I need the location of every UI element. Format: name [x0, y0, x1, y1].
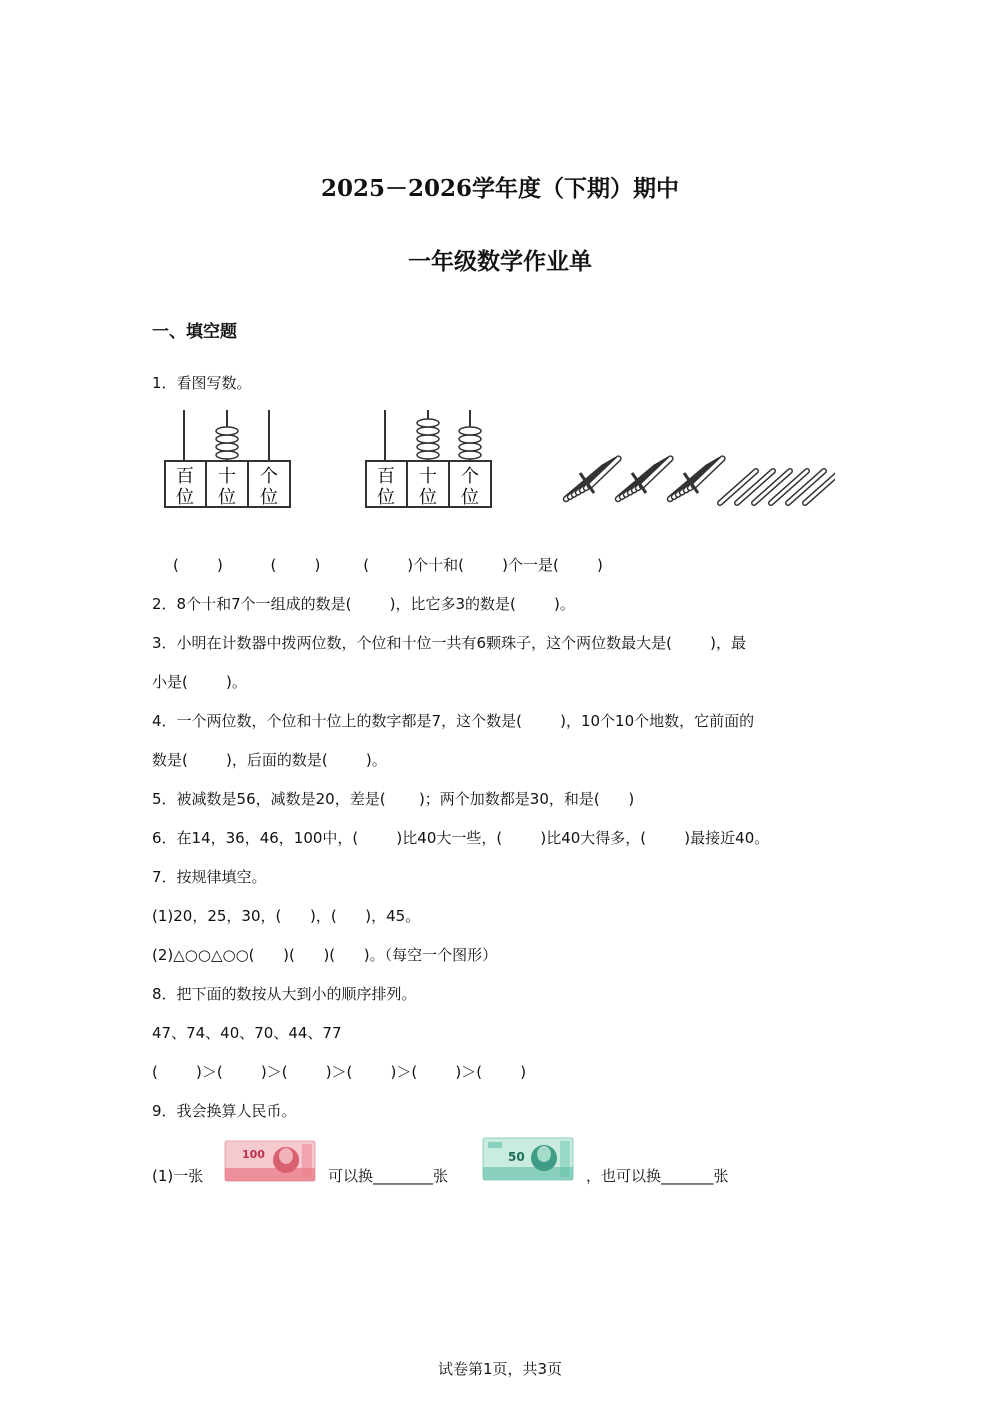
- label-wei: 位: [218, 487, 236, 508]
- label-wei: 位: [176, 487, 194, 508]
- question-6: 6．在14，36，46，100中，( )比40大一些，( )比40大得多，( )最接近40。: [152, 829, 770, 847]
- bead: [459, 435, 481, 443]
- bead: [417, 443, 439, 451]
- label-wei: 位: [377, 487, 395, 508]
- question-7-part-2: (2)△○○△○○( )( )( )。（每空一个图形）: [152, 946, 498, 964]
- note-50-value: 50: [508, 1150, 525, 1164]
- label-ge: 个: [461, 466, 479, 487]
- question-8: 8．把下面的数按从大到小的顺序排列。: [152, 985, 417, 1003]
- label-shi: 十: [218, 466, 236, 487]
- abacus-beads-tens: [216, 427, 238, 459]
- question-8-blanks: ( )＞( )＞( )＞( )＞( )＞( ): [152, 1063, 527, 1081]
- bead: [417, 435, 439, 443]
- banknote-50-icon: [482, 1137, 574, 1181]
- label-shi: 十: [419, 466, 437, 487]
- question-2: 2．8个十和7个一组成的数是( )，比它多3的数是( )。: [152, 595, 575, 613]
- question-4: 4．一个两位数，个位和十位上的数字都是7，这个数是( )，10个10个地数，它前面的: [152, 712, 755, 730]
- stick-bundle: [566, 459, 618, 499]
- label-wei: 位: [461, 487, 479, 508]
- label-bai: 百: [377, 466, 395, 487]
- question-1: 1．看图写数。: [152, 374, 252, 392]
- question-7-part-1: (1)20，25，30，( )，( )，45。: [152, 907, 421, 925]
- page-footer: 试卷第1页，共3页: [437, 1360, 563, 1378]
- label-bai: 百: [176, 466, 194, 487]
- bead: [459, 443, 481, 451]
- bead: [417, 451, 439, 459]
- page-title: 2025－2026学年度（下期）期中: [320, 175, 680, 202]
- bead: [417, 419, 439, 427]
- bead: [459, 451, 481, 459]
- banknote-100-icon: [224, 1140, 316, 1182]
- question-9-middle: 可以换________张: [328, 1167, 449, 1185]
- question-9-prefix: (1)一张: [152, 1167, 204, 1185]
- question-4-continued: 数是( )，后面的数是( )。: [152, 751, 387, 769]
- question-7: 7．按规律填空。: [152, 868, 267, 886]
- question-1-answers: ( ) ( ) ( )个十和( )个一是( ): [173, 556, 603, 574]
- question-9: 9．我会换算人民币。: [152, 1102, 297, 1120]
- question-5: 5．被减数是56，减数是20，差是( )；两个加数都是30，和是( ): [152, 790, 635, 808]
- bead: [216, 443, 238, 451]
- abacus-beads-tens: [417, 419, 439, 459]
- abacus-beads-ones: [459, 427, 481, 459]
- bead: [216, 451, 238, 459]
- page-subtitle: 一年级数学作业单: [408, 248, 592, 275]
- question-3-continued: 小是( )。: [152, 673, 247, 691]
- label-wei: 位: [260, 487, 278, 508]
- question-3: 3．小明在计数器中拨两位数，个位和十位一共有6颗珠子，这个两位数最大是( )，最: [152, 634, 746, 652]
- question-9-suffix: ，也可以换_______张: [586, 1167, 729, 1185]
- bead: [216, 435, 238, 443]
- abacus-figure-2: [361, 405, 496, 510]
- sticks-figure: [560, 455, 835, 515]
- question-8-numbers: 47、74、40、70、44、77: [152, 1024, 342, 1042]
- abacus-figure-1: [160, 405, 295, 510]
- label-wei: 位: [419, 487, 437, 508]
- section-heading: 一、填空题: [152, 322, 237, 342]
- bead: [216, 427, 238, 435]
- bead: [459, 427, 481, 435]
- bead: [417, 427, 439, 435]
- label-ge: 个: [260, 466, 278, 487]
- stick-bundle: [670, 459, 722, 499]
- note-100-value: 100: [242, 1148, 265, 1161]
- stick-bundle: [618, 459, 670, 499]
